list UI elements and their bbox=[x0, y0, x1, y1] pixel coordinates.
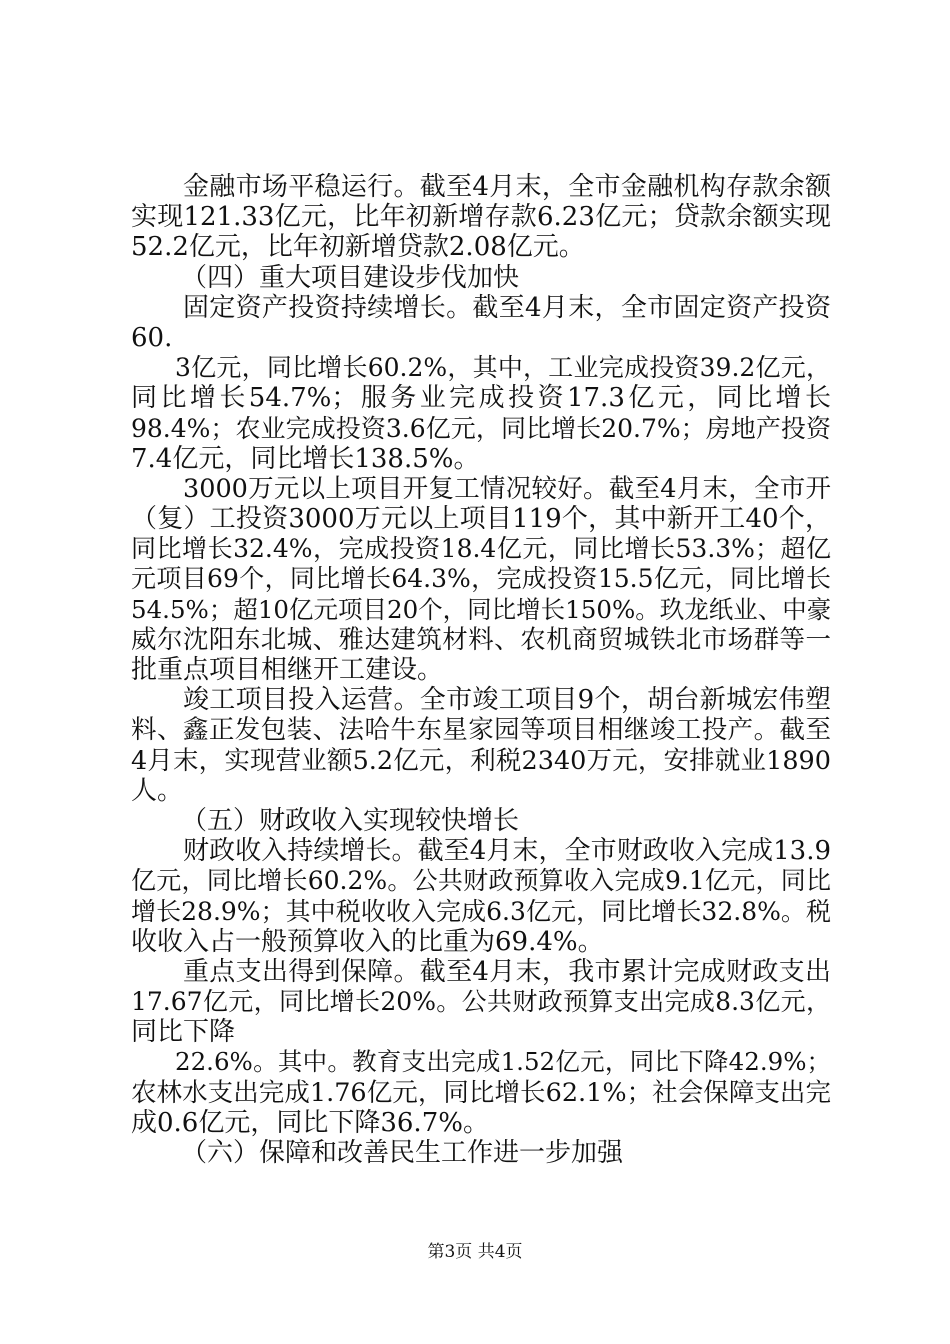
text-line: 威尔沈阳东北城、雅达建筑材料、农机商贸城铁北市场群等一 bbox=[131, 624, 831, 655]
section-heading: （四）重大项目建设步伐加快 bbox=[181, 262, 520, 293]
text-line: 成0.6亿元，同比下降36.7%。 bbox=[131, 1107, 489, 1138]
text-line: 重点支出得到保障。截至4月末，我市累计完成财政支出 bbox=[183, 956, 831, 987]
text-line: 收收入占一般预算收入的比重为69.4%。 bbox=[131, 926, 604, 957]
text-line: 固定资产投资持续增长。截至4月末，全市固定资产投资 bbox=[183, 292, 831, 323]
text-line: 3亿元，同比增长60.2%，其中，工业完成投资39.2亿元， bbox=[175, 353, 831, 383]
text-line: 批重点项目相继开工建设。 bbox=[131, 655, 444, 685]
text-line: 料、鑫正发包装、法哈牛东星家园等项目相继竣工投产。截至 bbox=[131, 715, 831, 746]
text-line: （复）工投资3000万元以上项目119个，其中新开工40个， bbox=[131, 504, 831, 535]
text-line: 同比增长54.7%；服务业完成投资17.3亿元，同比增长 bbox=[131, 383, 831, 414]
text-line: 农林水支出完成1.76亿元，同比增长62.1%；社会保障支出完 bbox=[131, 1077, 831, 1108]
section-heading: （五）财政收入实现较快增长 bbox=[181, 805, 520, 836]
text-line: 22.6%。其中。教育支出完成1.52亿元，同比下降42.9%； bbox=[175, 1047, 831, 1077]
text-line: 财政收入持续增长。截至4月末，全市财政收入完成13.9 bbox=[183, 836, 831, 867]
text-line: 同比增长32.4%，完成投资18.4亿元，同比增长53.3%；超亿 bbox=[131, 534, 831, 564]
text-line: 54.5%；超10亿元项目20个，同比增长150%。玖龙纸业、中豪 bbox=[131, 594, 832, 624]
document-body bbox=[131, 172, 831, 1168]
text-line: 增长28.9%；其中税收收入完成6.3亿元，同比增长32.8%。税 bbox=[131, 896, 831, 926]
text-line: 实现121.33亿元，比年初新增存款6.23亿元；贷款余额实现 bbox=[131, 202, 831, 233]
text-line: 竣工项目投入运营。全市竣工项目9个，胡台新城宏伟塑 bbox=[183, 685, 831, 716]
section-heading: （六）保障和改善民生工作进一步加强 bbox=[181, 1138, 624, 1168]
text-line: 金融市场平稳运行。截至4月末，全市金融机构存款余额 bbox=[183, 172, 831, 202]
text-line: 元项目69个，同比增长64.3%，完成投资15.5亿元，同比增长 bbox=[131, 564, 831, 594]
text-line: 7.4亿元，同比增长138.5%。 bbox=[131, 443, 480, 474]
text-line: 17.67亿元，同比增长20%。公共财政预算支出完成8.3亿元， bbox=[131, 987, 831, 1017]
text-line: 人。 bbox=[131, 775, 184, 806]
text-line: 98.4%；农业完成投资3.6亿元，同比增长20.7%；房地产投资 bbox=[131, 413, 831, 443]
text-line: 4月末，实现营业额5.2亿元，利税2340万元，安排就业1890 bbox=[131, 745, 831, 776]
text-line: 60. bbox=[131, 322, 173, 353]
text-line: 亿元，同比增长60.2%。公共财政预算收入完成9.1亿元，同比 bbox=[131, 866, 831, 896]
text-line: 同比下降 bbox=[131, 1017, 236, 1048]
text-line: 3000万元以上项目开复工情况较好。截至4月末，全市开 bbox=[183, 473, 831, 504]
text-line: 52.2亿元，比年初新增贷款2.08亿元。 bbox=[131, 232, 585, 263]
page-number-footer: 第3页 共4页 bbox=[427, 1242, 523, 1262]
